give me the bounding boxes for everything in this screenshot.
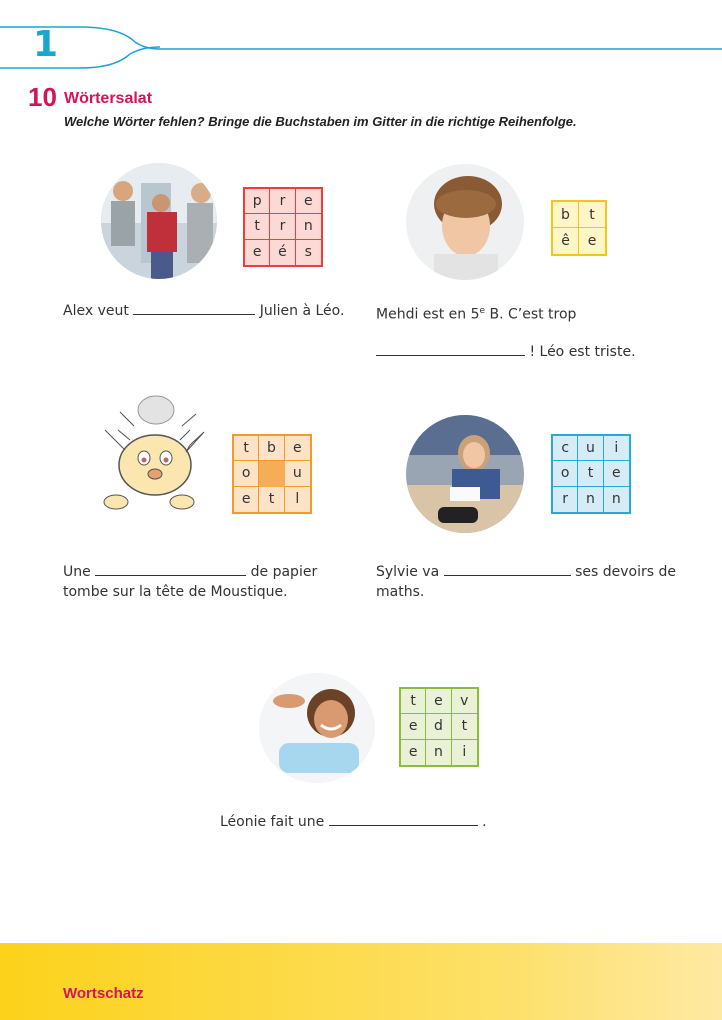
sentence-1-after: Julien à Léo. bbox=[259, 303, 345, 319]
grid-cell: e bbox=[234, 487, 259, 512]
grid-cell: e bbox=[426, 689, 451, 714]
sentence-1 bbox=[63, 301, 344, 322]
sentence-3-line-2 bbox=[63, 582, 288, 603]
grid-cell: t bbox=[579, 202, 605, 228]
grid-cell: t bbox=[245, 214, 270, 239]
grid-cell: e bbox=[401, 714, 426, 739]
letter-grid-4 bbox=[551, 434, 631, 514]
letter-grid-5 bbox=[399, 687, 479, 767]
grid-cell: d bbox=[426, 714, 451, 739]
grid-cell: e bbox=[296, 189, 321, 214]
grid-cell: v bbox=[452, 689, 477, 714]
grid-cell: n bbox=[426, 740, 451, 765]
grid-cell: t bbox=[234, 436, 259, 461]
answer-blank-4[interactable] bbox=[444, 563, 571, 576]
grid-cell: p bbox=[245, 189, 270, 214]
answer-blank-5[interactable] bbox=[329, 813, 478, 826]
answer-blank-1[interactable] bbox=[133, 302, 255, 315]
answer-blank-2[interactable] bbox=[376, 343, 525, 356]
photo-girl-leonie bbox=[259, 673, 375, 783]
grid-cell: e bbox=[579, 228, 605, 254]
footer-bar bbox=[0, 943, 722, 1020]
header-curve bbox=[0, 0, 722, 80]
grid-cell: r bbox=[270, 214, 295, 239]
grid-cell: b bbox=[259, 436, 284, 461]
sentence-2-text: Mehdi est en 5 bbox=[376, 306, 480, 323]
sentence-4-line-2 bbox=[376, 582, 424, 603]
answer-blank-3[interactable] bbox=[95, 563, 246, 576]
grid-cell: r bbox=[270, 189, 295, 214]
sentence-5 bbox=[220, 812, 487, 833]
sentence-5-before: Léonie fait une bbox=[220, 814, 325, 830]
grid-cell: i bbox=[452, 740, 477, 765]
grid-cell: o bbox=[553, 461, 578, 486]
grid-cell: n bbox=[296, 214, 321, 239]
photo-girl-sylvie bbox=[406, 415, 524, 533]
sentence-2-line-1 bbox=[376, 301, 576, 326]
grid-cell: e bbox=[604, 461, 629, 486]
sentence-3-after: de papier bbox=[250, 564, 318, 580]
sentence-4-before: Sylvie va bbox=[376, 564, 440, 580]
grid-cell: t bbox=[259, 487, 284, 512]
sentence-4-line2-text: maths. bbox=[376, 584, 425, 600]
grid-cell: t bbox=[578, 461, 603, 486]
grid-cell: l bbox=[285, 487, 310, 512]
sentence-4-line-1 bbox=[376, 562, 676, 583]
sentence-3-before: Une bbox=[63, 564, 91, 580]
exercise-instruction: Welche Wörter fehlen? Bringe die Buchstaben im Gitter in die richtige Reihenfolge. bbox=[64, 114, 577, 129]
grid-cell: c bbox=[553, 436, 578, 461]
letter-grid-3 bbox=[232, 434, 312, 514]
grid-cell: t bbox=[452, 714, 477, 739]
grid-cell: e bbox=[245, 240, 270, 265]
grid-cell: e bbox=[401, 740, 426, 765]
sentence-3-line2-text: tombe sur la tête de Moustique. bbox=[63, 584, 288, 600]
grid-cell: t bbox=[401, 689, 426, 714]
sentence-2-superscript: e bbox=[479, 306, 486, 316]
letter-grid-1 bbox=[243, 187, 323, 267]
sentence-2-line-2 bbox=[376, 342, 636, 363]
grid-cell: u bbox=[578, 436, 603, 461]
grid-cell: o bbox=[234, 461, 259, 486]
grid-cell: s bbox=[296, 240, 321, 265]
grid-cell bbox=[259, 461, 284, 486]
photo-teens-group bbox=[101, 163, 217, 279]
sentence-4-after: ses devoirs de bbox=[575, 564, 676, 580]
grid-cell: u bbox=[285, 461, 310, 486]
grid-cell: r bbox=[553, 487, 578, 512]
grid-cell: i bbox=[604, 436, 629, 461]
sentence-2-text-after: B. C’est trop bbox=[485, 306, 577, 323]
sentence-3-line-1 bbox=[63, 562, 317, 583]
exercise-number: 10 bbox=[28, 82, 57, 112]
sentence-1-before: Alex veut bbox=[63, 303, 129, 319]
grid-cell: é bbox=[270, 240, 295, 265]
grid-cell: ê bbox=[553, 228, 579, 254]
exercise-title: Wörtersalat bbox=[64, 90, 153, 107]
footer-label: Wortschatz bbox=[63, 985, 144, 1002]
sentence-5-after: . bbox=[482, 814, 487, 830]
grid-cell: b bbox=[553, 202, 579, 228]
grid-cell: n bbox=[604, 487, 629, 512]
grid-cell: n bbox=[578, 487, 603, 512]
photo-boy-mehdi bbox=[406, 164, 524, 280]
cartoon-moustique bbox=[100, 390, 205, 515]
grid-cell: e bbox=[285, 436, 310, 461]
letter-grid-2 bbox=[551, 200, 607, 256]
sentence-2-after: ! Léo est triste. bbox=[529, 344, 636, 360]
chapter-number: 1 bbox=[33, 24, 59, 65]
